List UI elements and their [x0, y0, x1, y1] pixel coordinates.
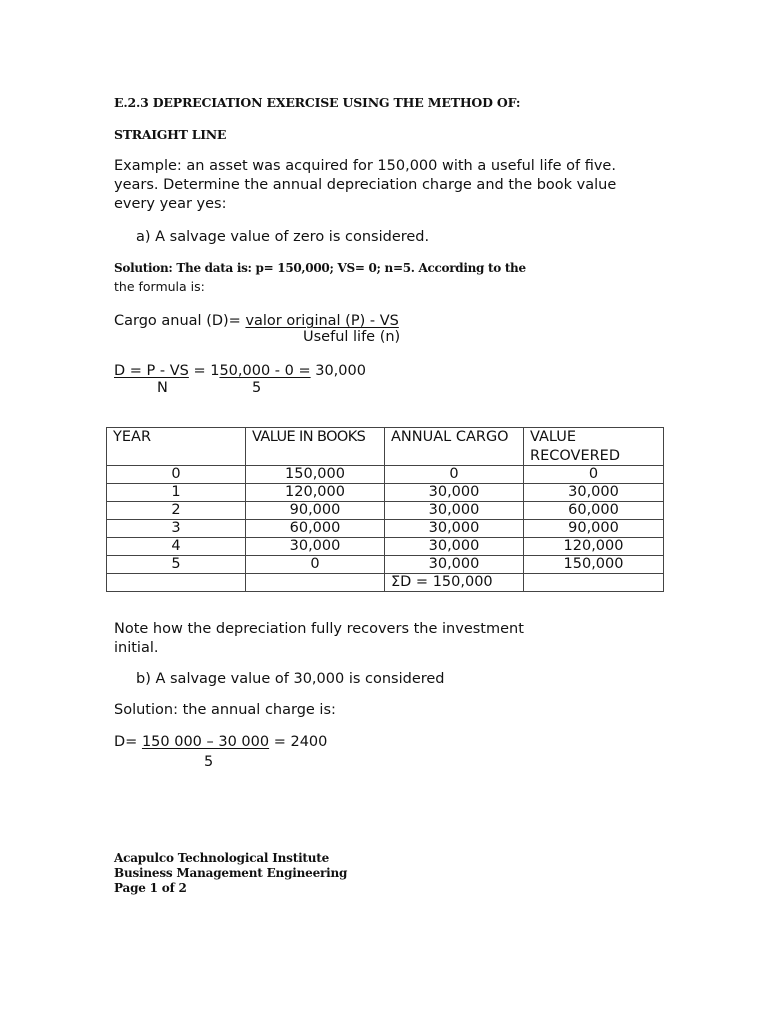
table-row — [107, 466, 664, 484]
cell-year: 5 — [107, 556, 246, 574]
header-year: YEAR — [107, 428, 246, 466]
formula-calculation — [114, 363, 366, 379]
solution-data-line: Solution: The data is: p= 150,000; VS= 0; n=5. According to the — [114, 261, 526, 275]
calc-result: 30,000 — [310, 363, 366, 379]
cell-empty — [246, 574, 385, 592]
cell-year: 4 — [107, 538, 246, 556]
formula-b-denominator: 5 — [204, 754, 214, 770]
cell-value-recovered: 60,000 — [524, 502, 664, 520]
table-row — [107, 538, 664, 556]
cell-value-recovered: 0 — [524, 466, 664, 484]
footer-institute: Acapulco Technological Institute — [114, 851, 330, 865]
calc-denominator-n: N — [157, 380, 168, 396]
cell-value-recovered: 150,000 — [524, 556, 664, 574]
header-annual-cargo: ANNUAL CARGO — [385, 428, 524, 466]
solution-b-line: Solution: the annual charge is: — [114, 702, 336, 718]
formula-prefix: Cargo anual (D)= — [114, 313, 246, 329]
table-row — [107, 520, 664, 538]
cell-annual-cargo: 30,000 — [385, 520, 524, 538]
table-row — [107, 484, 664, 502]
depreciation-table — [106, 427, 664, 592]
footer-program: Business Management Engineering — [114, 866, 348, 880]
cell-annual-cargo: 30,000 — [385, 502, 524, 520]
cell-empty — [107, 574, 246, 592]
calc-numerator: 50,000 - 0 = — [219, 363, 311, 379]
formula-case-b — [114, 734, 327, 750]
calc-mid: = 1 — [188, 363, 220, 379]
case-b-label: b) A salvage value of 30,000 is considered — [136, 671, 445, 687]
exercise-heading: E.2.3 DEPRECIATION EXERCISE USING THE METHOD OF: — [114, 95, 521, 110]
method-subheading: STRAIGHT LINE — [114, 127, 227, 142]
cell-value-recovered: 120,000 — [524, 538, 664, 556]
footer-page-number: Page 1 of 2 — [114, 881, 187, 895]
cell-book-value: 30,000 — [246, 538, 385, 556]
formula-numerator: valor original (P) - VS — [245, 313, 399, 329]
cell-empty — [524, 574, 664, 592]
case-a-label: a) A salvage value of zero is considered. — [136, 229, 430, 245]
cell-value-recovered: 90,000 — [524, 520, 664, 538]
cell-book-value: 60,000 — [246, 520, 385, 538]
cell-book-value: 150,000 — [246, 466, 385, 484]
cell-year: 1 — [107, 484, 246, 502]
calc-lhs: D = P - VS — [114, 363, 189, 379]
cell-book-value: 0 — [246, 556, 385, 574]
cell-value-recovered: 30,000 — [524, 484, 664, 502]
formula-b-result: = 2400 — [269, 734, 328, 750]
cell-annual-cargo: 30,000 — [385, 484, 524, 502]
table-total-row — [107, 574, 664, 592]
table-header-row — [107, 428, 664, 466]
cell-annual-cargo: 30,000 — [385, 556, 524, 574]
table-row — [107, 556, 664, 574]
cell-year: 2 — [107, 502, 246, 520]
cell-book-value: 90,000 — [246, 502, 385, 520]
cell-annual-cargo: 0 — [385, 466, 524, 484]
cell-book-value: 120,000 — [246, 484, 385, 502]
formula-denominator: Useful life (n) — [303, 329, 401, 345]
calc-denominator-5: 5 — [252, 380, 262, 396]
formula-b-numerator: 150 000 – 30 000 — [141, 734, 270, 750]
header-value-recovered: VALUE RECOVERED — [524, 428, 664, 466]
formula-b-prefix: D= — [114, 734, 142, 750]
table-row — [107, 502, 664, 520]
example-paragraph: Example: an asset was acquired for 150,000 with a useful life of five. years. Determine the annual depreciation charge and the book value every year yes: — [114, 158, 617, 212]
cell-year: 3 — [107, 520, 246, 538]
cell-total-depreciation: ΣD = 150,000 — [385, 574, 524, 592]
note-paragraph: Note how the depreciation fully recovers the investment initial. — [114, 621, 524, 656]
formula-annual-charge — [114, 313, 399, 329]
header-value-in-books: VALUE IN BOOKS — [246, 428, 385, 466]
solution-formula-line: the formula is: — [114, 279, 205, 294]
cell-year: 0 — [107, 466, 246, 484]
cell-annual-cargo: 30,000 — [385, 538, 524, 556]
